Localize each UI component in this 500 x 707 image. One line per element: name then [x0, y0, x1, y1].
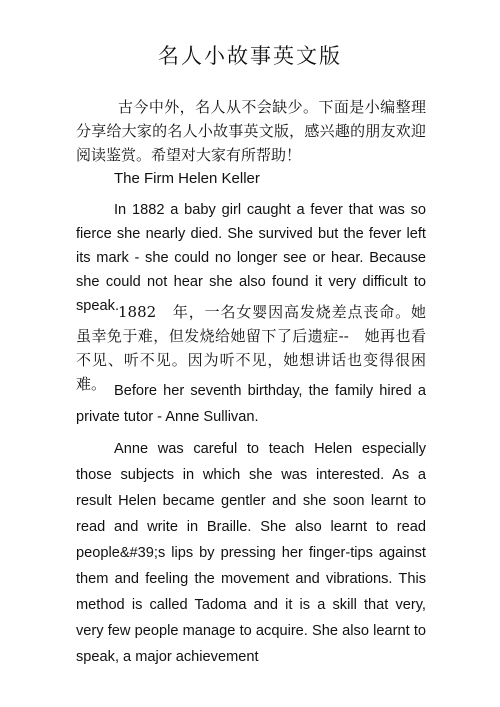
- story-title: The Firm Helen Keller: [114, 170, 260, 187]
- paragraph-3-english: Anne was careful to teach Helen especially those subjects in which she was interested. As a result Helen became gentler and she soon learnt to read and write in Braille. She also learnt to read people&#39;s lips by pressing her finger-tips against them and feeling the movement and vibrations. This method is called Tadoma and it is a skill that very, very few people manage to acquire. She also learnt to speak, a major achievement: [76, 441, 426, 665]
- paragraph-2-english: Before her seventh birthday, the family hired a private tutor - Anne Sullivan.: [76, 383, 426, 425]
- paragraph-1-chinese: 1882 年，一名女婴因高发烧差点丧命。她虽幸免于难，但发烧给她留下了后遗症-- 她再也看不见、听不见。因为听不见，她想讲话也变得很困难。: [76, 303, 426, 393]
- document-title: 名人小故事英文版: [158, 44, 342, 68]
- paragraph-1-english: In 1882 a baby girl caught a fever that was so fierce she nearly died. She survived but the fever left its mark - she could no longer see or hear. Because she could not hear she also found it very difficult to speak.: [76, 202, 426, 314]
- intro-paragraph: 古今中外，名人从不会缺少。下面是小编整理分享给大家的名人小故事英文版，感兴趣的朋友欢迎阅读鉴赏。希望对大家有所帮助！: [76, 98, 426, 164]
